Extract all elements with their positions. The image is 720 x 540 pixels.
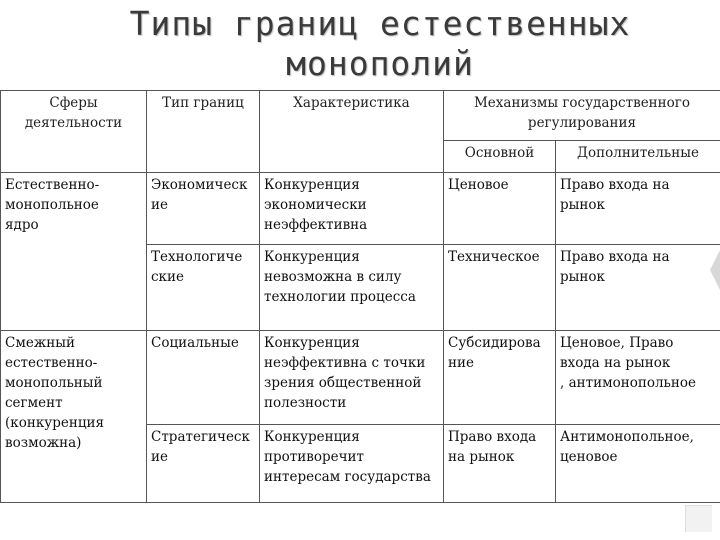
additional-mechanism-cell: Право входа на рынок xyxy=(556,173,720,245)
characteristic-cell: Конкуренция противоречит интересам государства xyxy=(260,425,444,503)
table-row xyxy=(1,173,720,245)
header-sphere: Сферы деятельности xyxy=(1,91,147,173)
main-mechanism-cell: Ценовое xyxy=(444,173,556,245)
characteristic-cell: Конкуренция экономически неэффективна xyxy=(260,173,444,245)
boundary-cell: Технологиче ские xyxy=(147,245,260,331)
boundary-cell: Социальные xyxy=(147,331,260,425)
characteristic-cell: Конкуренция невозможна в силу технологии процесса xyxy=(260,245,444,331)
sphere-adjacent: Смежный естественно- монопольный сегмент (конкуренция возможна) xyxy=(1,331,147,503)
main-mechanism-cell: Право входа на рынок xyxy=(444,425,556,503)
boundary-cell: Стратегическ ие xyxy=(147,425,260,503)
header-main: Основной xyxy=(444,141,556,173)
additional-mechanism-cell: Ценовое, Право входа на рынок , антимонопольное xyxy=(556,331,720,425)
boundary-cell: Экономическ ие xyxy=(147,173,260,245)
header-additional: Дополнительные xyxy=(556,141,720,173)
header-boundary-type: Тип границ xyxy=(147,91,260,173)
slide-edge-arrow-icon xyxy=(710,250,720,290)
title-line-1: Типы границ естественных xyxy=(129,4,631,43)
boundaries-table xyxy=(0,90,720,503)
characteristic-cell: Конкуренция неэффективна с точки зрения общественной полезности xyxy=(260,331,444,425)
additional-mechanism-cell: Антимонопольное, ценовое xyxy=(556,425,720,503)
header-mechanisms: Механизмы государственного регулирования xyxy=(444,91,720,141)
main-mechanism-cell: Субсидирова ние xyxy=(444,331,556,425)
header-characteristic: Характеристика xyxy=(260,91,444,173)
additional-mechanism-cell: Право входа на рынок xyxy=(556,245,720,331)
page-title xyxy=(100,4,660,84)
title-line-2: монополий xyxy=(286,44,474,83)
sphere-core: Естественно- монопольное ядро xyxy=(1,173,147,331)
table-row xyxy=(1,331,720,425)
page-curl-icon xyxy=(685,505,712,532)
header-row xyxy=(1,91,720,141)
main-mechanism-cell: Техническое xyxy=(444,245,556,331)
